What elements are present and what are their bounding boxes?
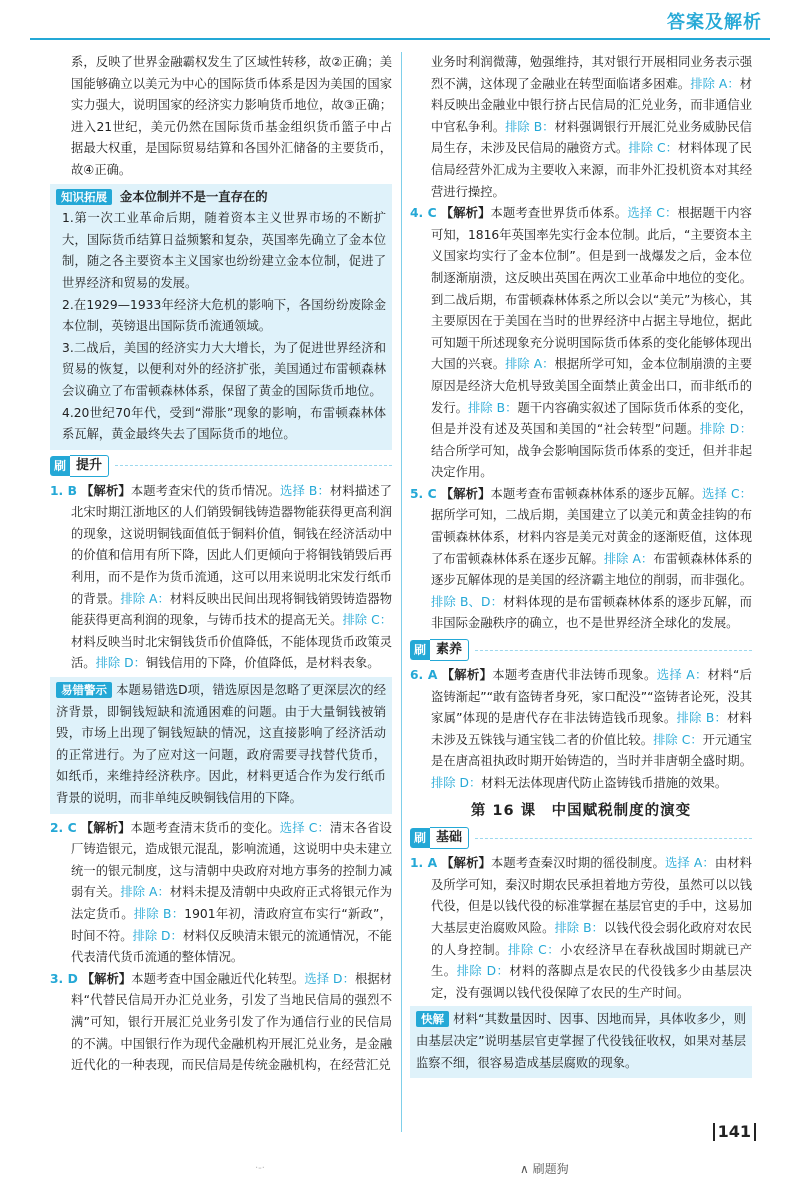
section-header-tisheng [50, 454, 392, 478]
section-badge: 刷 [410, 828, 430, 848]
option-marker: 排除 C： [507, 942, 561, 957]
option-marker: 选择 A： [664, 856, 715, 871]
header-rule [30, 38, 770, 40]
answer-text: 铜钱信用的下降，价值降低，是材料表象。 [145, 656, 380, 671]
answer-text: 布雷顿森林体系的逐步瓦解体现的是美国的经济霸主地位的削弱，而非强化。 [431, 551, 752, 588]
option-marker: 选择 C： [627, 206, 678, 221]
answer-lesson16-1 [410, 853, 752, 1004]
analysis-tag: 【解析】 [441, 856, 491, 871]
answer-text: 开元通宝是在唐高祖执政时期开始铸造的，当时并非唐朝全盛时期。 [431, 732, 752, 769]
error-warning-text: 本题易错选D项，错选原因是忽略了更深层次的经济背景，即铜钱短缺和流通困难的问题。由于大量铜钱被销毁，市场上出现了铜钱短缺的情况，这直接影响了经济活动的正常进行。为了应对这一问题，政府需要寻找替代货币，如纸币，来维持经济秩序。因此，材料更适合作为发行纸币背景的说明，而非单纯反映铜钱信用的下降。 [56, 683, 386, 805]
answer-text: 根据材料“代替民信局开办汇兑业务，引发了当地民信局的强烈不满”可知，银行开展汇兑业务引发了作为通信行业的民信局的不满。中国银行作为现代金融机构开展汇兑业务，是金融近代化的一种表现，而民信局是传统金融机构，在经营汇兑 [71, 971, 392, 1073]
answer-4 [410, 203, 752, 484]
answer-text: 材料描述了北宋时期江浙地区的人们销毁铜钱铸造器物能获得更高利润的现象，这说明铜钱面值低于铜料价值，铜钱在经济活动中的价值和信用有所下降，因此人们更倾向于将铜钱销毁后再利用，而不是作为货币流通，这可以用来说明北宋发行纸币的背景。 [71, 483, 392, 606]
section-name: 素养 [430, 639, 469, 661]
option-marker: 排除 B： [133, 906, 185, 921]
answer-text: 1901年初，清政府宣布实行“新政”，时间不符。 [71, 906, 392, 943]
option-marker: 选择 B： [280, 483, 330, 498]
footer-dots: ·-· [255, 1163, 265, 1174]
error-warning-label: 易错警示 [56, 682, 112, 698]
option-marker: 排除 D： [431, 776, 482, 790]
answer-text: 由材料及所学可知，秦汉时期农民承担着地方劳役，虽然可以以钱代役，但是以钱代役的标准掌握在基层官吏的手中，这易加大基层吏治腐败风险。 [431, 856, 752, 935]
analysis-tag: 【解析】 [440, 206, 491, 221]
knowledge-item-4: 4.20世纪70年代，受到“滞胀”现象的影响，布雷顿森林体系瓦解，黄金最终失去了国际货币的地位。 [62, 405, 386, 442]
option-marker: 排除 B： [554, 920, 604, 935]
answer-text: 据所学可知，二战后期，美国建立了以美元和黄金挂钩的布雷顿森林体系，材料内容是美元对黄金的逐渐贬值，这体现了布雷顿森林体系在逐步瓦解。 [431, 508, 752, 566]
answer-text: 材料“后盗铸渐起”“敢有盗铸者身死，家口配没”“盗铸者论死，没其家属”体现的是唐代存在非法铸造钱币现象。 [431, 668, 752, 726]
answer-text: 本题考查宋代的货币情况。 [130, 483, 281, 498]
lesson-title: 第 16 课 中国赋税制度的演变 [470, 802, 692, 819]
answer-text: 以钱代役会弱化政府对农民的人身控制。 [431, 920, 752, 957]
answer-text: 材料的落脚点是农民的代役钱多少由基层决定，没有强调以钱代役保障了农民的生产时间。 [431, 964, 752, 1000]
option-marker: 排除 D： [699, 422, 752, 437]
answer-5 [410, 484, 752, 635]
section-badge: 刷 [50, 456, 70, 476]
answer-text: 材料仅反映清末银元的流通情况，不能代表清代货币流通的整体情况。 [71, 928, 392, 965]
column-divider [401, 52, 402, 1132]
section-rule [475, 650, 752, 651]
section-header-suyang [410, 638, 752, 662]
answer-text: 材料反映当时北宋铜钱货币价值降低，不能体现货币政策灵活。 [71, 634, 392, 671]
quick-solution-text: 材料“其数量因时、因事、因地而异，具体收多少，则由基层决定”说明基层官吏掌握了代役钱征收权，如果对基层监察不细，很容易造成基层腐败的现象。 [416, 1012, 746, 1070]
answer-3-continued [410, 52, 752, 203]
option-marker: 排除 C： [653, 732, 703, 747]
error-warning-box [50, 677, 392, 814]
option-marker: 选择 D： [304, 971, 355, 986]
answer-text: 材料未提及清朝中央政府正式将银元作为法定货币。 [71, 885, 392, 921]
option-marker: 排除 A： [120, 885, 170, 900]
answer-text: 本题考查唐代非法铸币现象。 [492, 668, 657, 683]
answer-number: 1. A [410, 856, 438, 871]
option-marker: 排除 C： [628, 141, 678, 156]
option-marker: 排除 A： [690, 76, 740, 91]
answer-number: 4. C [410, 206, 437, 221]
answer-2 [50, 818, 392, 969]
analysis-tag: 【解析】 [440, 486, 491, 501]
page-number: 141 [713, 1123, 756, 1141]
answer-text: 结合所学可知，战争会影响国际货币体系的变迁，但并非起决定作用。 [431, 443, 752, 480]
option-marker: 排除 A： [603, 551, 654, 566]
option-marker: 选择 C： [279, 820, 330, 835]
answer-number: 5. C [410, 486, 437, 501]
answer-text: 材料体现的是布雷顿森林体系的逐步瓦解，而非国际金融秩序的确立，也不是世界经济全球化的发展。 [431, 594, 752, 631]
answer-text: 根据题干内容可知，1816年英国率先实行金本位制。此后，“主要资本主义国家均实行了金本位制”。但是到一战爆发之后，金本位制逐渐崩溃，这反映出英国在两次工业革命中地位的变化。到二战后期，布雷顿森林体系之所以会以“美元”为核心，其主要原因在于美国在当时的世界经济中占据主导地位，据此可知题干所述现象充分说明国际货币体系的变化能够体现出大国的兴衰。 [431, 206, 752, 372]
option-marker: 排除 A： [505, 357, 555, 372]
answer-text: 材料未涉及五铢钱与通宝钱二者的价值比较。 [431, 711, 752, 747]
answer-6 [410, 665, 752, 795]
answer-number: 6. A [410, 668, 438, 683]
analysis-tag: 【解析】 [441, 668, 493, 683]
knowledge-item-2: 2.在1929—1933年经济大危机的影响下，各国纷纷废除金本位制，英镑退出国际货币流通领域。 [62, 297, 386, 334]
section-badge: 刷 [410, 640, 430, 660]
answer-3 [50, 969, 392, 1077]
section-name: 基础 [430, 827, 469, 849]
answer-text: 本题考查清末货币的变化。 [130, 820, 280, 835]
option-marker: 选择 A： [656, 668, 708, 683]
option-marker: 排除 D： [95, 656, 146, 671]
answer-1 [50, 481, 392, 675]
option-marker: 排除 B、D： [431, 594, 504, 609]
answer-text: 本题考查秦汉时期的徭役制度。 [490, 856, 665, 871]
answer-text: 业务时利润微薄，勉强维持，其对银行开展相同业务表示强烈不满，这体现了金融业在转型面临诸多困难。 [431, 55, 752, 91]
knowledge-extension-label: 知识拓展 [56, 189, 112, 205]
knowledge-extension-title: 金本位制并不是一直存在的 [119, 189, 268, 204]
analysis-tag: 【解析】 [81, 483, 131, 498]
option-marker: 排除 B： [505, 119, 555, 134]
answer-text: 小农经济早在春秋战国时期就已产生。 [431, 942, 752, 979]
option-marker: 排除 B： [676, 711, 728, 726]
section-rule [475, 838, 752, 839]
right-column [410, 52, 752, 1082]
answer-text: 清末各省设厂铸造银元，造成银元混乱，影响流通，这说明中央未建立统一的银元制度，这与清朝中央政府对地方事务的控制力减弱有关。 [71, 820, 392, 900]
section-header-jichu [410, 826, 752, 850]
analysis-tag: 【解析】 [80, 820, 131, 835]
answer-text: 材料强调银行开展汇兑业务威胁民信局生存，未涉及民信局的融资方式。 [431, 119, 752, 156]
option-marker: 排除 D： [132, 928, 183, 943]
option-marker: 排除 C： [342, 613, 392, 628]
left-column [50, 52, 392, 1077]
page-header-title: 答案及解析 [667, 12, 762, 33]
answer-text: 材料反映出金融业中银行挤占民信局的汇兑业务，而非通信业中官私争利。 [431, 76, 752, 134]
footer-brand-mark: ∧ 刷题狗 [520, 1162, 569, 1176]
quick-solution-box [410, 1006, 752, 1078]
answer-text: 根据所学可知，金本位制崩溃的主要原因是经济大危机导致美国全面禁止黄金出口，而非纸币的发行。 [431, 357, 752, 415]
knowledge-item-1: 1.第一次工业革命后期，随着资本主义世界市场的不断扩大，国际货币结算日益频繁和复杂，英国率先确立了金本位制，随之各主要资本主义国家也纷纷建立金本位制，促进了世界经济和贸易的发展。 [62, 211, 386, 290]
answer-text: 材料体现了民信局经营外汇成为主要收入来源，而非外汇投机资本对其经营进行操控。 [431, 141, 752, 199]
answer-text: 本题考查中国金融近代化转型。 [131, 971, 305, 986]
knowledge-extension-box [50, 184, 392, 450]
knowledge-item-3: 3.二战后，美国的经济实力大大增长，为了促进世界经济和贸易的恢复，以便利对外的经济扩张，美国通过布雷顿森林会议确立了布雷顿森林体系，保留了黄金的国际货币地位。 [62, 340, 386, 398]
answer-text: 材料反映出民间出现将铜钱销毁铸造器物能获得更高利润的现象，与铸币技术的提高无关。 [71, 591, 392, 628]
option-marker: 排除 B： [468, 400, 518, 415]
answer-text: 题干内容确实叙述了国际货币体系的变化，但是并没有述及英国和美国的“社会转型”问题。 [431, 400, 752, 437]
intro-paragraph: 系，反映了世界金融霸权发生了区域性转移，故②正确；美国能够确立以美元为中心的国际货币体系是因为美国的国家实力强大，说明国家的经济实力影响货币地位，故③正确；进入21世纪，美元仍然在国际货币基金组织货币篮子中占据最大权重，是国际贸易结算和各国外汇储备的主要货币，故④正确。 [71, 55, 392, 177]
answer-text: 本题考查布雷顿森林体系的逐步瓦解。 [490, 486, 703, 501]
option-marker: 选择 C： [702, 486, 752, 501]
option-marker: 排除 A： [120, 591, 170, 606]
quick-solution-label: 快解 [416, 1011, 449, 1027]
analysis-tag: 【解析】 [81, 971, 132, 986]
section-name: 提升 [70, 455, 109, 477]
section-rule [115, 465, 392, 466]
option-marker: 排除 D： [456, 964, 510, 979]
answer-number: 2. C [50, 820, 77, 835]
answer-number: 3. D [50, 971, 78, 986]
answer-text: 本题考查世界货币体系。 [490, 206, 628, 221]
answer-number: 1. B [50, 483, 78, 498]
answer-text: 材料无法体现唐代防止盗铸钱币措施的效果。 [481, 776, 728, 790]
